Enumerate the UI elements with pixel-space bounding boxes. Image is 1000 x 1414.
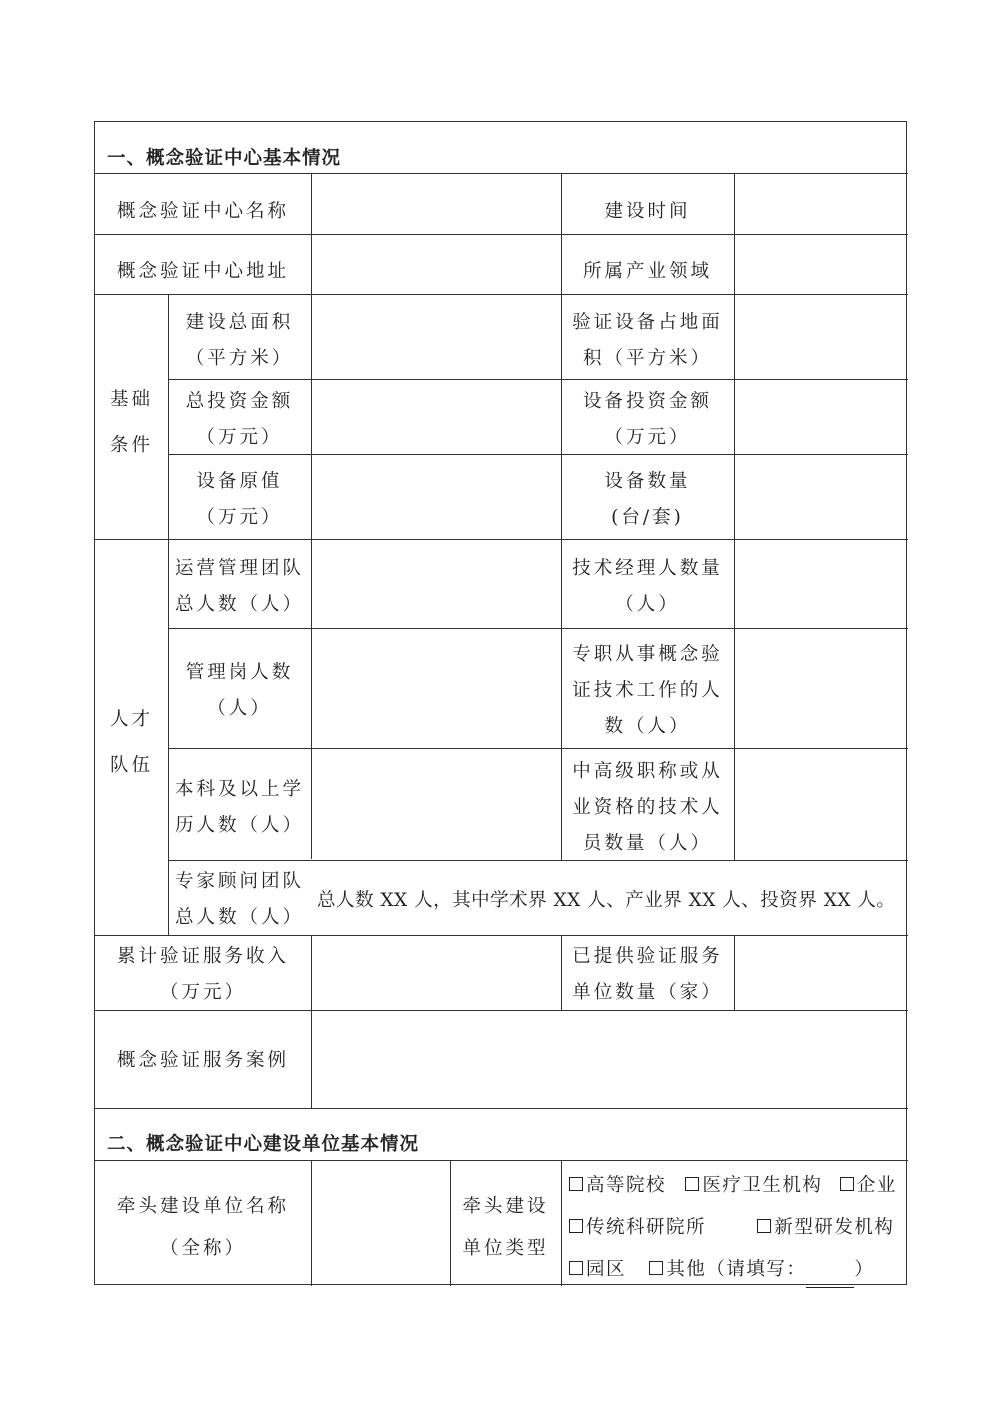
other-fill-in-field[interactable]	[806, 1269, 854, 1288]
option-row-2	[569, 1210, 894, 1246]
option-row-1	[569, 1168, 897, 1204]
checkbox-medical[interactable]: 医疗卫生机构	[685, 1175, 822, 1196]
col-divider	[311, 173, 312, 859]
revenue-label: 累计验证服务收入 （万元）	[116, 946, 289, 1003]
checkbox-icon	[569, 1219, 583, 1233]
row-divider	[95, 294, 908, 295]
center-address-label: 概念验证中心地址	[116, 261, 289, 282]
row-divider	[168, 748, 908, 749]
col-divider	[561, 1160, 562, 1286]
checkbox-park[interactable]: 园区	[569, 1259, 626, 1280]
equipment-original-value-label: 设备原值 （万元）	[196, 471, 283, 528]
checkbox-enterprise[interactable]: 企业	[840, 1175, 897, 1196]
basic-conditions-group-label: 基础 条件	[109, 389, 153, 456]
checkbox-icon	[569, 1261, 583, 1275]
talent-team-group-label: 人才 队伍	[109, 709, 153, 776]
build-time-label: 建设时间	[604, 201, 691, 222]
col-divider	[311, 1160, 312, 1286]
row-divider	[168, 379, 908, 380]
row-divider	[95, 1160, 908, 1161]
col-divider	[734, 935, 735, 1010]
fulltime-staff-label: 专职从事概念验 证技术工作的人 数（人）	[572, 644, 723, 737]
checkbox-traditional-institute[interactable]: 传统科研院所	[569, 1217, 706, 1238]
row-divider	[95, 234, 908, 235]
row-divider	[168, 628, 908, 629]
equipment-area-label: 验证设备占地面 积（平方米）	[572, 312, 723, 369]
tech-manager-count-label: 技术经理人数量 （人）	[572, 558, 723, 615]
col-divider	[311, 935, 312, 1109]
section-2-title: 二、概念验证中心建设单位基本情况	[107, 1134, 420, 1155]
checkbox-icon	[840, 1177, 854, 1191]
management-post-count-label: 管理岗人数 （人）	[185, 662, 294, 719]
total-area-label: 建设总面积 （平方米）	[185, 312, 294, 369]
expert-team-label: 专家顾问团队 总人数（人）	[174, 871, 304, 928]
lead-unit-type-label: 牵头建设 单位类型	[462, 1196, 549, 1259]
checkbox-icon	[569, 1177, 583, 1191]
center-name-label: 概念验证中心名称	[116, 201, 289, 222]
col-divider	[734, 173, 735, 860]
checkbox-icon	[685, 1177, 699, 1191]
option-row-3: 园区 其他（请填写： ）	[569, 1252, 874, 1288]
expert-team-value: 总人数 XX 人，其中学术界 XX 人、产业界 XX 人、投资界 XX 人。	[317, 890, 896, 911]
section-1-title: 一、概念验证中心基本情况	[107, 148, 342, 169]
industry-label: 所属产业领域	[582, 261, 712, 282]
degree-count-label: 本科及以上学 历人数（人）	[174, 779, 304, 836]
checkbox-icon	[649, 1261, 663, 1275]
service-cases-label: 概念验证服务案例	[116, 1050, 289, 1071]
checkbox-other[interactable]: 其他（请填写：	[649, 1259, 806, 1280]
checkbox-new-rd[interactable]: 新型研发机构	[757, 1217, 894, 1238]
application-form-table	[94, 121, 907, 1285]
checkbox-icon	[757, 1219, 771, 1233]
row-divider	[95, 173, 908, 174]
equipment-count-label: 设备数量 (台/套)	[604, 471, 691, 528]
total-investment-label: 总投资金额 （万元）	[185, 391, 294, 448]
checkbox-university[interactable]: 高等院校	[569, 1175, 666, 1196]
ops-team-label: 运营管理团队 总人数（人）	[174, 558, 304, 615]
senior-title-count-label: 中高级职称或从 业资格的技术人 员数量（人）	[572, 761, 723, 854]
lead-unit-name-label: 牵头建设单位名称 （全称）	[116, 1196, 289, 1259]
row-divider	[95, 1108, 908, 1109]
row-divider	[95, 539, 908, 540]
served-units-label: 已提供验证服务 单位数量（家）	[572, 946, 723, 1003]
equipment-investment-label: 设备投资金额 （万元）	[582, 391, 712, 448]
row-divider	[168, 860, 908, 861]
